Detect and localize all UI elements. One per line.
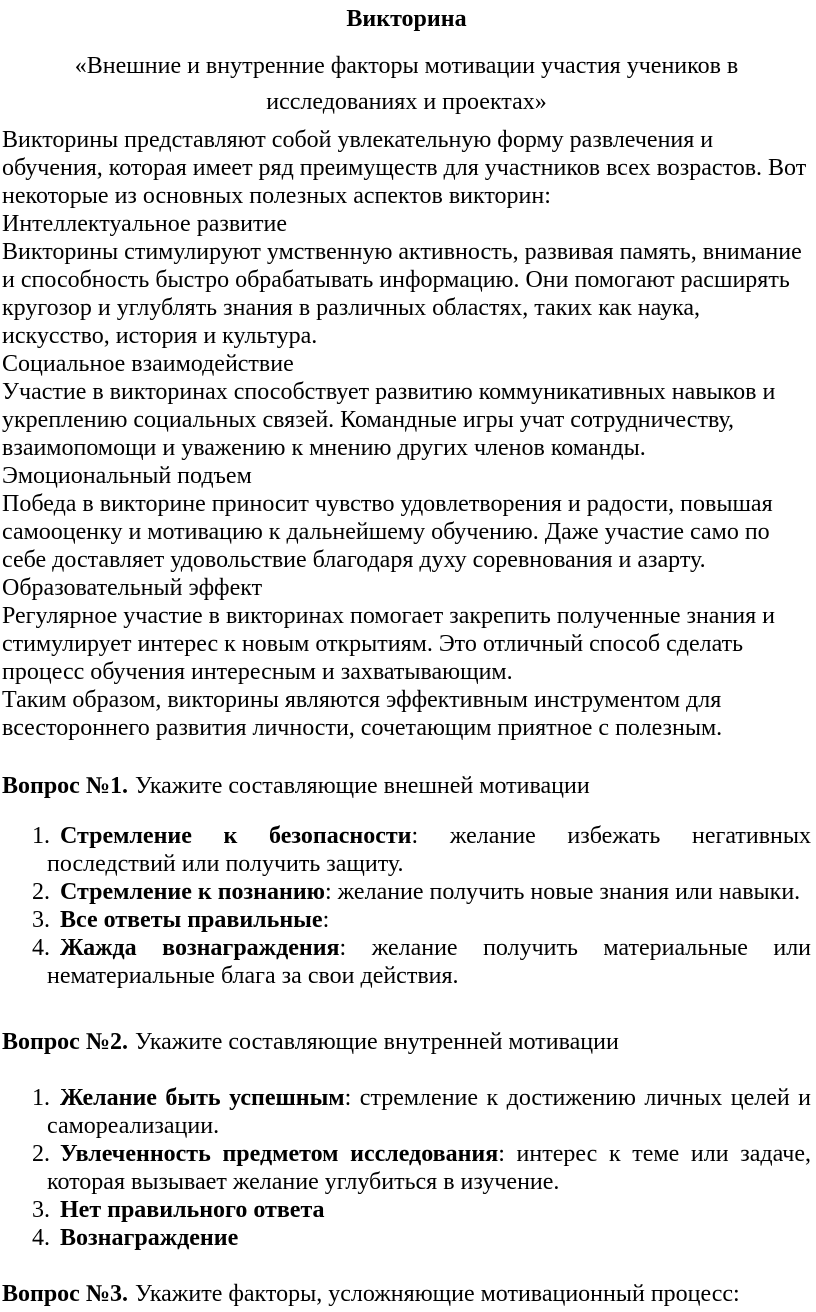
intro-paragraph: Таким образом, викторины являются эффективным инструментом для всестороннего развития личности, сочетающим приятное с полезным.: [2, 687, 723, 741]
intro-heading: Образовательный эффект: [2, 575, 263, 601]
intro-paragraph: Регулярное участие в викторинах помогает закрепить полученные знания и стимулирует интерес к новым открытиям. Это отличный способ сделать процесс обучения интересным и захватывающим.: [2, 603, 776, 685]
answer-item: [2, 906, 811, 934]
answer-item: [2, 1084, 811, 1140]
answer-number: 2.: [32, 1141, 50, 1167]
question-block-2: [2, 1028, 811, 1252]
intro-paragraph: Викторины стимулируют умственную активность, развивая память, внимание и способность быстро обрабатывать информацию. Они помогают расширять кругозор и углублять знания в различных областях, таких как наука, искусство, история и культура.: [2, 239, 802, 349]
question-3-label: Вопрос №3.: [2, 1281, 128, 1307]
question-block-3: [2, 1280, 811, 1308]
answer-number: 1.: [32, 1085, 50, 1111]
answer-number: 2.: [32, 879, 50, 905]
question-block-1: [2, 772, 811, 990]
answer-item: [2, 878, 811, 906]
answer-rest: :: [322, 907, 330, 933]
answer-number: 3.: [32, 1197, 50, 1223]
question-2: [2, 1028, 811, 1056]
intro-paragraph: Викторины представляют собой увлекательную форму развлечения и обучения, которая имеет ряд преимуществ для участников всех возрастов. Вот некоторые из основных полезных аспектов викторин:: [2, 127, 807, 209]
answer-lead: Увлеченность предметом исследования: [60, 1141, 499, 1167]
intro-paragraph: Победа в викторине приносит чувство удовлетворения и радости, повышая самооценку и мотивацию к дальнейшему обучению. Даже участие само по себе доставляет удовольствие благодаря духу соревнования и азарту.: [2, 491, 773, 573]
question-1: [2, 772, 811, 800]
answer-lead: Нет правильного ответа: [60, 1197, 325, 1223]
answer-lead: Вознаграждение: [60, 1225, 239, 1251]
question-1-answers: [2, 822, 811, 990]
intro-section: [2, 126, 811, 742]
answer-rest: : желание получить новые знания или навыки.: [325, 879, 801, 905]
answer-rest: : стремление к достижению личных целей и самореализации.: [47, 1085, 811, 1139]
answer-lead: Желание быть успешным: [60, 1085, 345, 1111]
intro-heading: Интеллектуальное развитие: [2, 211, 287, 237]
intro-paragraph: Участие в викторинах способствует развитию коммуникативных навыков и укреплению социальных связей. Командные игры учат сотрудничеству, взаимопомощи и уважению к мнению других членов команды.: [2, 379, 776, 461]
answer-number: 1.: [32, 823, 50, 849]
document-title: Викторина: [346, 6, 467, 32]
question-2-label: Вопрос №2.: [2, 1029, 128, 1055]
answer-item: [2, 1224, 811, 1252]
answer-lead: Все ответы правильные: [60, 907, 323, 933]
answer-item: [2, 1140, 811, 1196]
answer-item: [2, 822, 811, 878]
question-1-label: Вопрос №1.: [2, 773, 128, 799]
answer-number: 4.: [32, 935, 50, 961]
question-1-text: Укажите составляющие внешней мотивации: [134, 773, 590, 799]
answer-lead: Стремление к безопасности: [60, 823, 412, 849]
answer-item: [2, 1196, 811, 1224]
question-2-answers: [2, 1084, 811, 1252]
answer-number: 3.: [32, 907, 50, 933]
intro-heading: Эмоциональный подъем: [2, 463, 252, 489]
answer-rest: : желание избежать негативных последствий или получить защиту.: [47, 823, 811, 877]
question-3-text: Укажите факторы, усложняющие мотивационный процесс:: [134, 1281, 740, 1307]
answer-lead: Стремление к познанию: [60, 879, 325, 905]
answer-rest: : интерес к теме или задаче, которая вызывает желание углубиться в изучение.: [47, 1141, 811, 1195]
answer-rest: : желание получить материальные или нематериальные блага за свои действия.: [47, 935, 812, 989]
question-3: [2, 1280, 811, 1308]
answer-number: 4.: [32, 1225, 50, 1251]
document-subtitle: «Внешние и внутренние факторы мотивации участия учеников в исследованиях и проектах»: [74, 53, 739, 115]
answer-lead: Жажда вознаграждения: [60, 935, 340, 961]
intro-heading: Социальное взаимодействие: [2, 351, 294, 377]
question-2-text: Укажите составляющие внутренней мотивации: [134, 1029, 619, 1055]
answer-item: [2, 934, 811, 990]
